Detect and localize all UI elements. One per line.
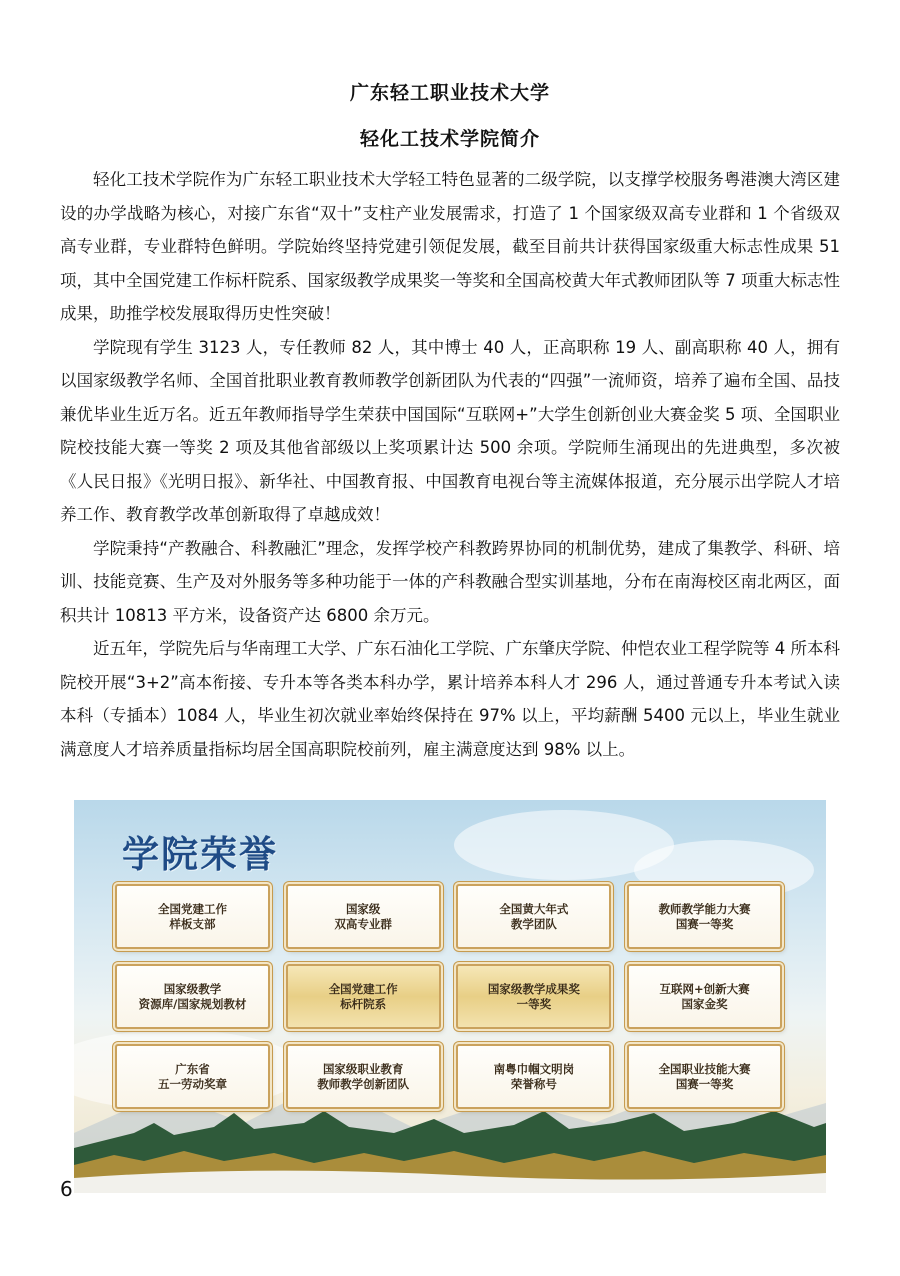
document-subtitle: 轻化工技术学院简介 (359, 128, 540, 150)
honors-image (74, 800, 826, 1193)
paragraph-faculty: 学院现有学生 3123 人，专任教师 82 人，其中博士 40 人，正高职称 19 人、副高职称 40 人，拥有以国家级教学名师、全国首批职业教育教师教学创新团队为代表的“四强”一流师资，培养了遍布全国、品技兼优毕业生近万名。近五年教师指导学生荣获中国国际“互联网+”大学生创新创业大赛金奖 5 项、全国职业院校技能大赛一等奖 2 项及其他省部级以上奖项累计达 500 余项。学院师生涌现出的先进典型，多次被《人民日报》《光明日报》、新华社、中国教育报、中国教育电视台等主流媒体报道，充分展示出学院人才培养工作、教育教学改革创新取得了卓越成效！ (60, 337, 840, 524)
honor-card: 广东省 五一劳动奖章 (115, 1044, 270, 1109)
honor-card: 全国黄大年式 教学团队 (456, 884, 611, 949)
paragraph-training-base: 学院秉持“产教融合、科教融汇”理念，发挥学校产科教跨界协同的机制优势，建成了集教学、科研、培训、技能竞赛、生产及对外服务等多种功能于一体的产科教融合型实训基地，分布在南海校区南北两区，面积共计 10813 平方米，设备资产达 6800 余万元。 (60, 538, 840, 625)
honor-card: 互联网+创新大赛 国家金奖 (627, 964, 782, 1029)
document-title: 广东轻工职业技术大学 (349, 82, 550, 104)
honor-card: 国家级 双高专业群 (286, 884, 441, 949)
honors-grid (115, 884, 793, 1109)
honor-card: 教师教学能力大赛 国赛一等奖 (627, 884, 782, 949)
body-text (60, 163, 840, 766)
paragraph-intro: 轻化工技术学院作为广东轻工职业技术大学轻工特色显著的二级学院，以支撑学校服务粤港澳大湾区建设的办学战略为核心，对接广东省“双十”支柱产业发展需求，打造了 1 个国家级双高专业群和 1 个省级双高专业群，专业群特色鲜明。学院始终坚持党建引领促发展，截至目前共计获得国家级重大标志性成果 51 项，其中全国党建工作标杆院系、国家级教学成果奖一等奖和全国高校黄大年式教师团队等 7 项重大标志性成果，助推学校发展取得历史性突破！ (60, 170, 840, 323)
paragraph-undergraduate: 近五年，学院先后与华南理工大学、广东石油化工学院、广东肇庆学院、仲恺农业工程学院等 4 所本科院校开展“3+2”高本衔接、专升本等各类本科办学，累计培养本科人才 296 人，通过普通专升本考试入读本科（专插本）1084 人，毕业生初次就业率始终保持在 97% 以上，平均薪酬 5400 元以上，毕业生就业满意度人才培养质量指标均居全国高职院校前列，雇主满意度达到 98% 以上。 (60, 639, 840, 759)
honor-card: 全国党建工作 样板支部 (115, 884, 270, 949)
honor-card: 国家级教学 资源库/国家规划教材 (115, 964, 270, 1029)
honors-title: 学院荣誉 (122, 832, 278, 876)
honor-card: 国家级职业教育 教师教学创新团队 (286, 1044, 441, 1109)
honor-card: 全国职业技能大赛 国赛一等奖 (627, 1044, 782, 1109)
honor-card: 南粤巾帼文明岗 荣誉称号 (456, 1044, 611, 1109)
page-number: 6 (60, 1177, 73, 1201)
honor-card: 全国党建工作 标杆院系 (286, 964, 441, 1029)
honor-card: 国家级教学成果奖 一等奖 (456, 964, 611, 1029)
